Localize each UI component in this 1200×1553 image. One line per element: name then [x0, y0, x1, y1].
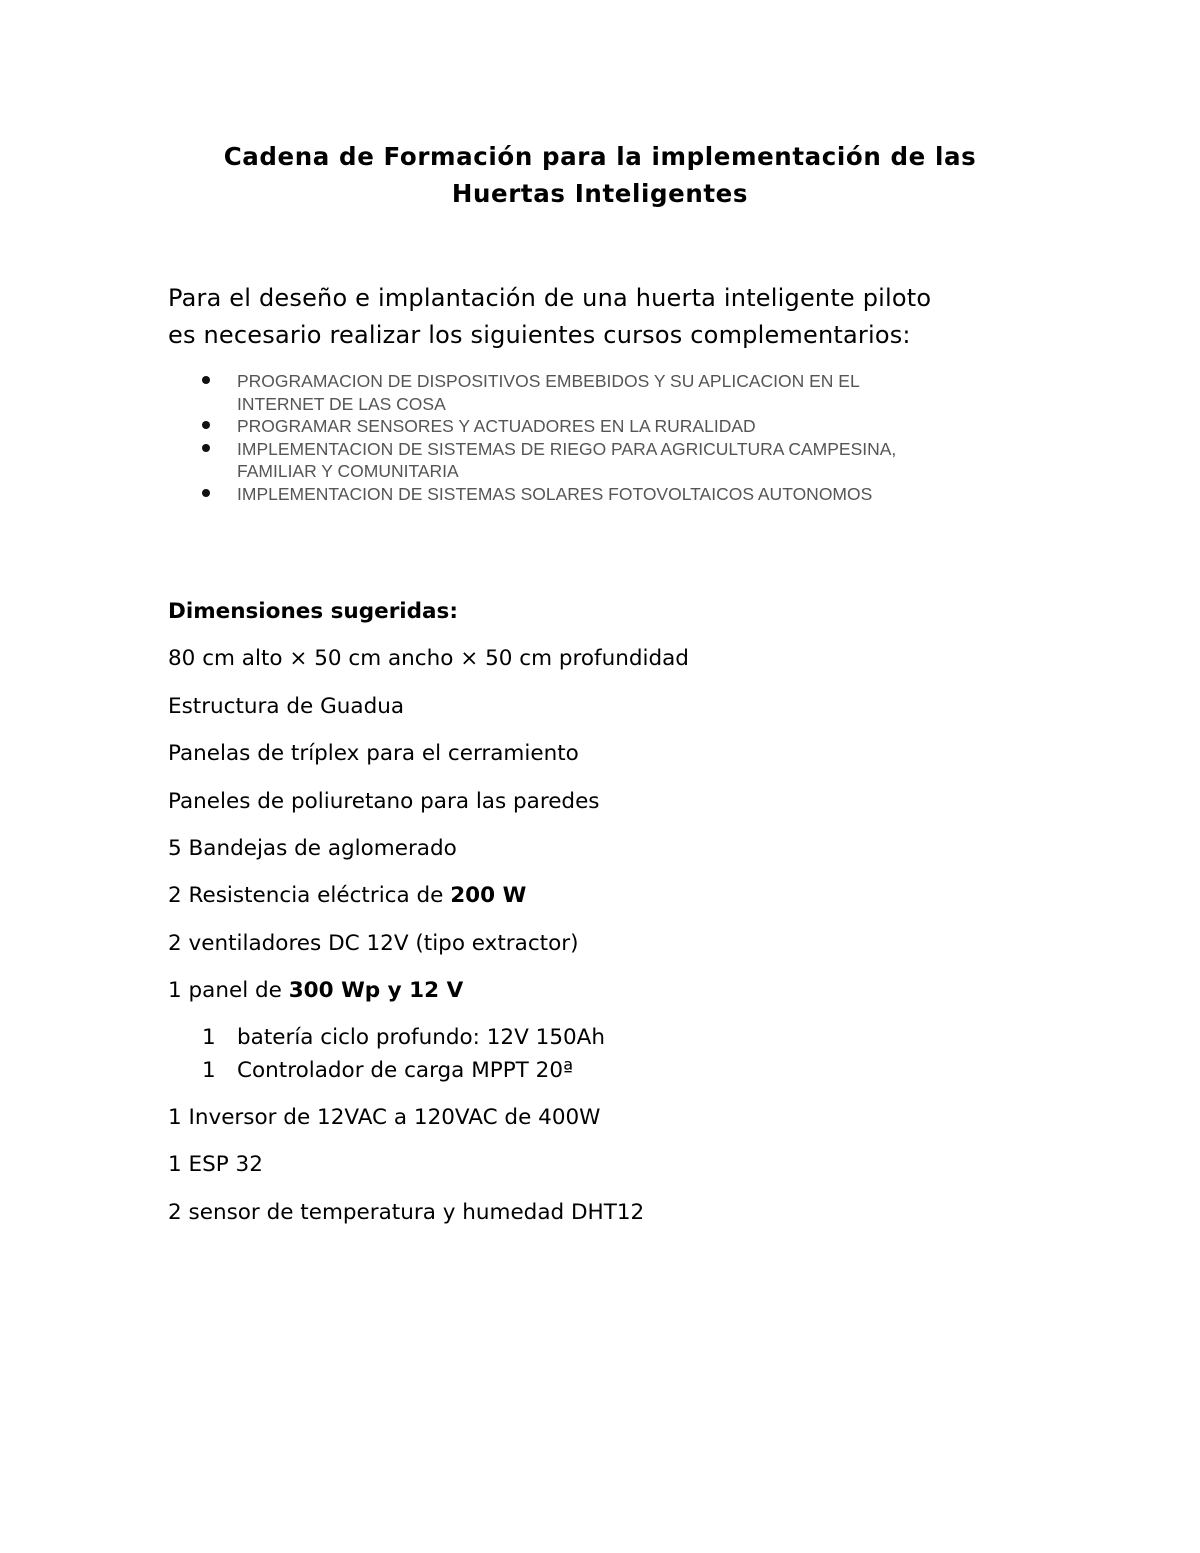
document-title — [168, 138, 1032, 212]
course-item — [168, 438, 1008, 483]
course-line-1: IMPLEMENTACION DE SISTEMAS SOLARES FOTOVOLTAICOS AUTONOMOS — [237, 483, 873, 504]
spec-panels-poly: Paneles de poliuretano para las paredes — [168, 788, 600, 814]
spec-controller: 1 Controlador de carga MPPT 20ª — [202, 1058, 574, 1084]
spec-dimensions: 80 cm alto × 50 cm ancho × 50 cm profundidad — [168, 646, 689, 672]
spec-battery: 1 batería ciclo profundo: 12V 150Ah — [202, 1024, 606, 1050]
bullet-icon — [202, 444, 210, 452]
course-item — [168, 370, 1008, 415]
intro-line-1: Para el deseño e implantación de una huerta inteligente piloto — [168, 284, 932, 312]
spec-esp: 1 ESP 32 — [168, 1152, 263, 1178]
spec-panels-triplex: Panelas de tríplex para el cerramiento — [168, 741, 579, 767]
specs-section — [168, 596, 1048, 1244]
title-line-1: Cadena de Formación para la implementación de las — [223, 142, 977, 171]
course-line-1: PROGRAMAR SENSORES Y ACTUADORES EN LA RURALIDAD — [237, 416, 756, 436]
course-list — [168, 370, 1008, 505]
intro-paragraph — [168, 280, 1048, 354]
specs-heading: Dimensiones sugeridas: — [168, 599, 458, 624]
spec-structure: Estructura de Guadua — [168, 693, 405, 719]
bullet-icon — [202, 489, 210, 497]
bullet-icon — [202, 421, 210, 429]
spec-fans: 2 ventiladores DC 12V (tipo extractor) — [168, 930, 579, 956]
bullet-icon — [202, 376, 210, 384]
course-line-2: INTERNET DE LAS COSA — [237, 393, 446, 414]
course-line-2: FAMILIAR Y COMUNITARIA — [237, 461, 459, 481]
intro-line-2: es necesario realizar los siguientes cursos complementarios: — [168, 321, 911, 349]
spec-inverter: 1 Inversor de 12VAC a 120VAC de 400W — [168, 1105, 601, 1131]
course-line-1: PROGRAMACION DE DISPOSITIVOS EMBEBIDOS Y SU APLICACION EN EL — [237, 371, 860, 391]
spec-sensor: 2 sensor de temperatura y humedad DHT12 — [168, 1199, 645, 1225]
course-line-1: IMPLEMENTACION DE SISTEMAS DE RIEGO PARA AGRICULTURA CAMPESINA, — [237, 438, 897, 459]
spec-panel: 1 panel de 300 Wp y 12 V — [168, 978, 464, 1004]
course-item — [168, 415, 1008, 438]
title-line-2: Huertas Inteligentes — [451, 179, 749, 208]
spec-resistance: 2 Resistencia eléctrica de 200 W — [168, 883, 527, 909]
spec-trays: 5 Bandejas de aglomerado — [168, 835, 457, 861]
course-item — [168, 483, 1008, 506]
